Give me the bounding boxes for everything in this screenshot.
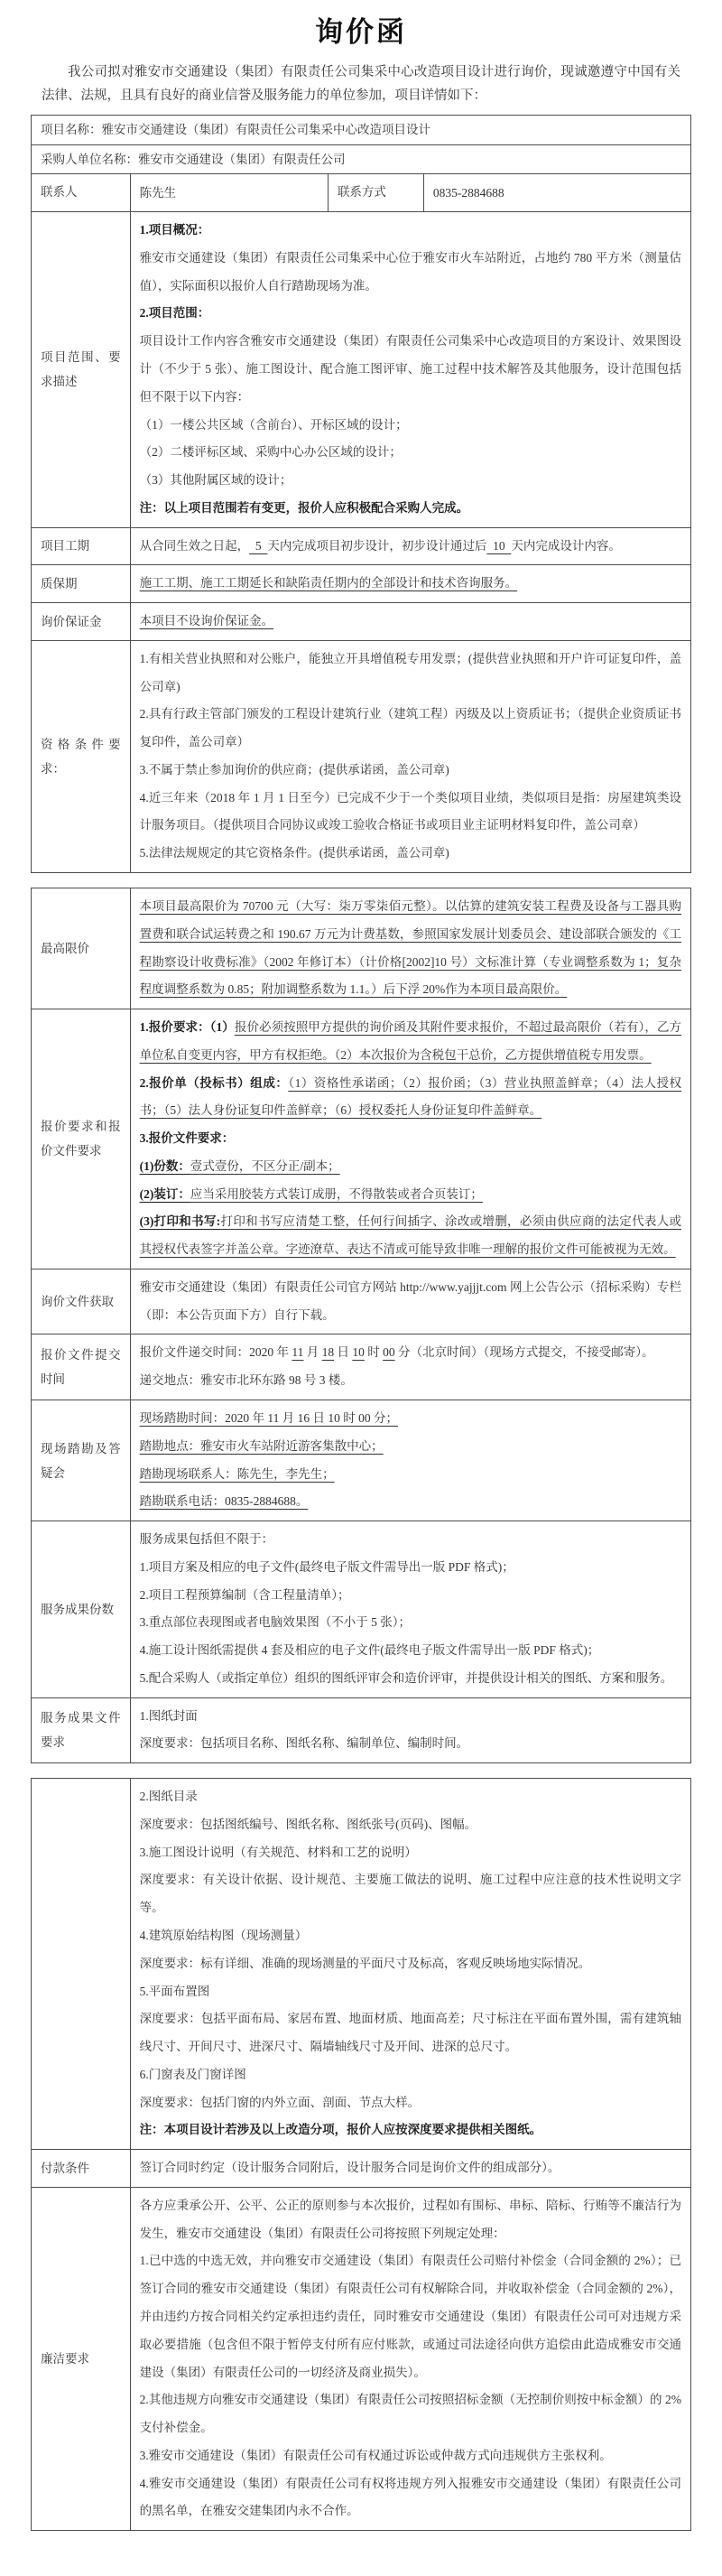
text-segment: 1.有相关营业执照和对公账户，能独立开具增值税专用发票；(提供营业执照和开户许可证复印件，盖公司章)	[139, 651, 681, 693]
text-segment: 报价必须按照甲方提供的询价函及其附件要求报价，不超过最高限价（若有），乙方单位私自变更内容，甲方有权拒绝。（2）本次报价为含税包干总价，乙方提供增值税专用发票。	[139, 1020, 682, 1062]
text-segment: 本项目最高限价为 70700 元（大写：柒万零柒佰元整）。以估算的建筑安装工程费及设备与工器具购置费和联合试运转费之和 190.67 万元为计费基数，参照国家发展计划委员会、建设部联合颁发的《工程勘察设计收费标准》（2002 年修订本）（计价格[2002]10 号）文标准计算（专业调整系数为 1；复杂程度调整系数为 0.85；附加调整系数为 1.1。）后下浮 20%作为本项目最高限价。	[139, 898, 681, 997]
content-line	[140, 1433, 681, 1461]
text-segment: 本项目不设询价保证金。	[139, 614, 274, 628]
text-segment: 踏勘联系电话：0835-2884688。	[139, 1494, 309, 1509]
text-segment: 壹式壹份，不区分正/副本；	[190, 1158, 340, 1173]
row-content	[423, 174, 690, 212]
text-segment: 2.其他违规方向雅安市交通建设（集团）有限责任公司按照招标金额（无控制价则按中标金额）的 2%支付补偿金。	[139, 2393, 681, 2435]
text-segment: 10	[486, 538, 512, 553]
table-row	[32, 174, 691, 212]
row-content	[130, 1779, 690, 2150]
content-line	[140, 1703, 681, 1731]
table-row	[32, 1009, 691, 1269]
table-row	[32, 527, 691, 565]
row-content	[130, 2150, 690, 2188]
row-label	[328, 174, 423, 212]
content-line	[140, 1153, 681, 1181]
text-segment: 应当采用胶装方式装订成册，不得散装或者合页装订；	[190, 1186, 483, 1201]
text-segment: 天内完成项目初步设计，初步设计通过后	[267, 538, 487, 553]
row-label	[32, 174, 131, 212]
row-label: 服务成果份数	[32, 1521, 131, 1698]
text-segment: 陈先生	[139, 185, 177, 200]
content-line	[140, 1839, 681, 1867]
text-segment: (1)份数：	[139, 1158, 190, 1173]
inquiry-table	[31, 115, 691, 873]
text-segment: 3.不属于禁止参加询价的供应商；(提供承诺函，盖公司章)	[139, 762, 449, 777]
content-line	[140, 1125, 681, 1153]
text-segment: 1.项目方案及相应的电子文件(最终电子版文件需导出一版 PDF 格式)；	[139, 1559, 514, 1574]
text-segment: 10	[352, 1345, 365, 1360]
text-segment: 分（北京时间）（现场方式提交，不接受邮寄）。	[394, 1345, 654, 1360]
content-line	[338, 179, 414, 207]
content-line	[140, 495, 681, 523]
text-segment: 1.图纸封面	[139, 1708, 198, 1723]
text-segment: 2.项目范围：	[139, 306, 210, 321]
text-segment: 项目名称：雅安市交通建设（集团）有限责任公司集采中心改造项目设计	[41, 123, 430, 137]
content-line	[140, 893, 681, 1004]
content-line	[41, 120, 681, 140]
text-segment: 3.雅安市交通建设（集团）有限责任公司有权通过诉讼或仲裁方式向违规供方主张权利。	[139, 2448, 612, 2462]
content-line	[140, 439, 681, 467]
table-row	[32, 888, 691, 1009]
content-line	[140, 2386, 681, 2442]
content-line	[140, 840, 681, 868]
row-content	[130, 2187, 690, 2530]
table-row	[32, 1400, 691, 1521]
row-label: 询价保证金	[32, 603, 131, 641]
text-segment: 4.雅安市交通建设（集团）有限责任公司有权将违规方列入报雅安市交通建设（集团）有限责任公司的黑名单，在雅安交建集团内永不合作。	[139, 2476, 681, 2518]
content-line	[140, 328, 681, 411]
content-line	[140, 757, 681, 785]
row-label: 项目工期	[32, 527, 131, 565]
row-label: 廉洁要求	[32, 2187, 131, 2530]
text-segment: 2.具有行政主管部门颁发的工程设计建筑行业（建筑工程）丙级及以上资质证书；（提供企业资质证书复印件，盖公司章）	[139, 707, 681, 749]
content-line	[140, 1866, 681, 1922]
text-segment: 深度要求：包括图纸编号、图纸名称、图纸张号(页码)、图幅。	[139, 1817, 477, 1831]
content-line	[140, 1181, 681, 1209]
text-segment: 18	[321, 1345, 335, 1360]
row-content	[130, 1334, 690, 1400]
text-segment: 0835-2884688	[432, 185, 504, 200]
content-line	[140, 1208, 681, 1264]
text-segment: 00	[383, 1345, 395, 1360]
row-label: 服务成果文件要求	[32, 1697, 131, 1763]
content-line	[140, 1783, 681, 1811]
text-segment: 5.法律法规规定的其它资格条件。(提供承诺函，盖公司章)	[139, 846, 449, 860]
text-segment: 日	[334, 1345, 353, 1360]
content-line	[140, 2089, 681, 2117]
row-label: 付款条件	[32, 2150, 131, 2188]
row-content	[32, 116, 691, 145]
text-segment: 现场踏勘时间：2020 年 11 月 16 日 10 时 00 分；	[139, 1411, 399, 1425]
table-row	[32, 212, 691, 527]
content-line	[140, 2442, 681, 2470]
text-segment: (3)打印和书写:	[139, 1214, 221, 1229]
text-segment: 打印和书写应清楚工整，任何行间插字、涂改或增删，必须由供应商的法定代表人或其授权代表签字并盖公章。字迹潦草、表达不清或可能导致非唯一理解的报价文件可能被视为无效。	[139, 1214, 681, 1257]
content-line	[41, 150, 681, 170]
content-line	[140, 1978, 681, 2006]
text-segment: 雅安市交通建设（集团）有限责任公司官方网站 http://www.yajjjt.com 网上公告公示（招标采购）专栏（即：本公告页面下方）自行下载。	[139, 1279, 681, 1322]
content-line	[140, 570, 681, 598]
tables-container	[31, 115, 691, 2531]
inquiry-table	[31, 888, 691, 1763]
table-row	[32, 1697, 691, 1763]
row-content	[130, 888, 690, 1009]
row-label: 质保期	[32, 565, 131, 603]
row-content	[130, 1697, 690, 1763]
content-line	[140, 467, 681, 495]
content-line	[140, 608, 681, 636]
table-row	[32, 640, 691, 872]
content-line	[140, 1405, 681, 1433]
content-line	[140, 2470, 681, 2526]
text-segment: 深度要求：有关设计依据、设计规范、主要施工做法的说明、施工过程中应注意的技术性说明文字等。	[139, 1873, 681, 1915]
row-content	[130, 174, 328, 212]
content-line	[140, 2005, 681, 2061]
table-row	[32, 1779, 691, 2150]
text-segment: 天内完成设计内容。	[511, 538, 621, 553]
table-row	[32, 1269, 691, 1334]
text-segment: （1）一楼公共区域（含前台）、开标区域的设计；	[139, 417, 408, 432]
text-segment: 踏勘现场联系人：陈先生，李先生；	[139, 1466, 335, 1481]
text-segment: 注：本项目设计若涉及以上改造分项，报价人应按深度要求提供相关图纸。	[139, 2123, 542, 2137]
content-line	[140, 245, 681, 301]
row-label: 询价文件获取	[32, 1269, 131, 1334]
text-segment: 1.已中选的中选无效，并向雅安市交通建设（集团）有限责任公司赔付补偿金（合同金额的 2%）；已签订合同的雅安市交通建设（集团）有限责任公司有权解除合同，并收取补偿金（合同金额的 2%），并由违约方按合同相关约定承担违约责任，同时雅安市交通建设（集团）有限责任公司可对违规方采取必要措施（包含但不限于暂停支付所有应付账款，或通过司法途径向供方追偿由此造成雅安市交通建设（集团）有限责任公司的一切经济及商业损失）。	[139, 2254, 681, 2379]
content-line	[140, 1367, 681, 1395]
content-line	[140, 785, 681, 841]
content-line	[140, 300, 681, 328]
text-segment: 1.项目概况：	[139, 223, 210, 237]
content-line	[140, 1461, 681, 1489]
text-segment: 11	[292, 1345, 304, 1360]
content-line	[140, 412, 681, 440]
text-segment: 联系人	[41, 185, 78, 200]
text-segment: 各方应秉承公开、公平、公正的原则参与本次报价，过程如有围标、串标、陪标、行贿等不廉洁行为发生，雅安市交通建设（集团）有限责任公司将按照下列规定处理：	[139, 2198, 681, 2240]
text-segment: 项目设计工作内容含雅安市交通建设（集团）有限责任公司集采中心改造项目的方案设计、效果图设计（不少于 5 张）、施工图设计、配合施工图评审、施工过程中技术解答及其他服务，设计范围包括但不限于以下内容：	[139, 334, 681, 404]
content-line	[140, 217, 681, 245]
inquiry-table	[31, 1778, 691, 2531]
row-content	[130, 1400, 690, 1521]
text-segment: 签订合同时约定（设计服务合同附后，设计服务合同是询价文件的组成部分）。	[139, 2161, 560, 2175]
row-label	[32, 1779, 131, 2150]
text-segment: 报价文件递交时间：2020 年	[139, 1345, 292, 1360]
text-segment: 时	[364, 1345, 384, 1360]
text-segment: 2.图纸目录	[139, 1790, 198, 1804]
text-segment: 6.门窗表及门窗详图	[139, 2067, 246, 2081]
text-segment: 2.项目工程预算编制（含工程量清单）；	[139, 1587, 350, 1602]
text-segment: 注：以上项目范围若有变更，报价人应积极配合采购人完成。	[139, 500, 469, 515]
text-segment: 服务成果包括但不限于：	[139, 1532, 274, 1547]
text-segment: （3）其他附属区域的设计；	[139, 473, 292, 488]
content-line	[140, 533, 681, 561]
row-label: 项目范围、要求描述	[32, 212, 131, 527]
content-line	[140, 1014, 681, 1070]
text-segment: 月	[303, 1345, 322, 1360]
row-content	[130, 1009, 690, 1269]
text-segment: (2)装订：	[139, 1186, 190, 1201]
row-label: 现场踏勘及答疑会	[32, 1400, 131, 1521]
text-segment: 采购人单位名称：雅安市交通建设（集团）有限责任公司	[41, 152, 346, 166]
table-row	[32, 1521, 691, 1698]
text-segment: 雅安市交通建设（集团）有限责任公司集采中心位于雅安市火车站附近，占地约 780 平方米（测量估值），实际面积以报价人自行踏勘现场为准。	[139, 250, 681, 293]
text-segment: 3.施工图设计说明（有关规范、材料和工艺的说明）	[139, 1845, 417, 1859]
page-title: 询价函	[315, 16, 407, 48]
content-line	[140, 1950, 681, 1978]
content-line	[140, 1582, 681, 1610]
row-label: 资格条件要求：	[32, 640, 131, 872]
content-line	[140, 1637, 681, 1665]
text-segment: 施工工期、施工工期延长和缺陷责任期内的全部设计和技术咨询服务。	[139, 576, 518, 591]
content-line	[433, 183, 681, 203]
row-label: 报价文件提交时间	[32, 1334, 131, 1400]
text-segment: （2）二楼评标区域、采购中心办公区域的设计；	[139, 445, 402, 460]
text-segment: 递交地点：雅安市北环东路 98 号 3 楼。	[139, 1373, 353, 1388]
content-line	[140, 2192, 681, 2248]
content-line	[140, 646, 681, 702]
table-row	[32, 565, 691, 603]
text-segment: 4.建筑原始结构图（现场测量）	[139, 1929, 308, 1943]
content-line	[140, 1811, 681, 1839]
content-line	[140, 183, 319, 203]
row-content	[130, 565, 690, 603]
text-segment: 5.配合采购人（或指定单位）组织的图纸评审会和造价评审，并提供设计相关的图纸、方案和服务。	[139, 1670, 673, 1685]
table-row	[32, 144, 691, 174]
text-segment: 深度要求：包括项目名称、图纸名称、编制单位、编制时间。	[139, 1736, 469, 1751]
content-line	[140, 1339, 681, 1367]
row-content	[130, 640, 690, 872]
content-line	[140, 1274, 681, 1330]
row-label: 最高限价	[32, 888, 131, 1009]
text-segment: 联系方式	[337, 185, 386, 200]
content-line	[140, 2116, 681, 2144]
text-segment: 2.报价单（投标书）组成：	[139, 1075, 289, 1090]
text-segment: 5.平面布置图	[139, 1984, 210, 1998]
text-segment: 3.重点部位表现图或者电脑效果图（不小于 5 张）；	[139, 1615, 412, 1630]
text-segment: 5	[249, 538, 268, 553]
table-row	[32, 2150, 691, 2188]
row-label: 报价要求和报价文件要求	[32, 1009, 131, 1269]
text-segment: 深度要求：标有详细、准确的现场测量的平面尺寸及标高，客观反映场地实际情况。	[139, 1956, 591, 1970]
row-content	[130, 1269, 690, 1334]
text-segment: 3.报价文件要求：	[139, 1131, 235, 1146]
text-segment: 深度要求：包括门窗的内外立面、剖面、节点大样。	[139, 2095, 421, 2109]
text-segment: （1）资格性承诺函；（2）报价函；（3）营业执照盖鲜章；（4）法人授权书；（5）法人身份证复印件盖鲜章；（6）授权委托人身份证复印件盖鲜章。	[139, 1075, 682, 1118]
content-line	[140, 1526, 681, 1554]
table-row	[32, 2187, 691, 2530]
text-segment: 4.近三年来（2018 年 1 月 1 日至今）已完成不少于一个类似项目业绩，类似项目是指：房屋建筑类设计服务项目。（提供项目合同协议或竣工验收合格证书或项目业主证明材料复印件，盖公司章）	[139, 790, 681, 832]
content-line	[140, 701, 681, 757]
text-segment: 从合同生效之日起，	[139, 538, 250, 553]
content-line	[140, 1554, 681, 1582]
row-content	[130, 212, 690, 527]
table-row	[32, 116, 691, 145]
row-content	[130, 527, 690, 565]
content-line	[140, 1609, 681, 1637]
content-line	[140, 1070, 681, 1126]
table-row	[32, 603, 691, 641]
text-segment: 踏勘地点：雅安市火车站附近游客集散中心；	[139, 1438, 384, 1453]
content-line	[140, 1488, 681, 1516]
content-line	[140, 1665, 681, 1693]
content-line	[41, 179, 121, 207]
text-segment: 深度要求：包括平面布局、家居布置、地面材质、地面高差；尺寸标注在平面布置外围，需有建筑轴线尺寸、开间尺寸、进深尺寸、隔墙轴线尺寸及开间、进深的总尺寸。	[139, 2012, 681, 2054]
text-segment: 4.施工设计图纸需提供 4 套及相应的电子文件(最终电子版文件需导出一版 PDF 格式)；	[139, 1643, 600, 1658]
row-content	[32, 144, 691, 174]
content-line	[140, 2247, 681, 2386]
content-line	[140, 2061, 681, 2089]
intro-paragraph: 我公司拟对雅安市交通建设（集团）有限责任公司集采中心改造项目设计进行询价，现诚邀遵守中国有关法律、法规，且具有良好的商业信誉及服务能力的单位参加，项目详情如下：	[42, 65, 680, 104]
content-line	[140, 1922, 681, 1950]
row-content	[130, 1521, 690, 1698]
row-content	[130, 603, 690, 641]
text-segment: 1.报价要求：（1）	[139, 1020, 235, 1035]
table-row	[32, 1334, 691, 1400]
content-line	[140, 1730, 681, 1758]
content-line	[140, 2154, 681, 2182]
